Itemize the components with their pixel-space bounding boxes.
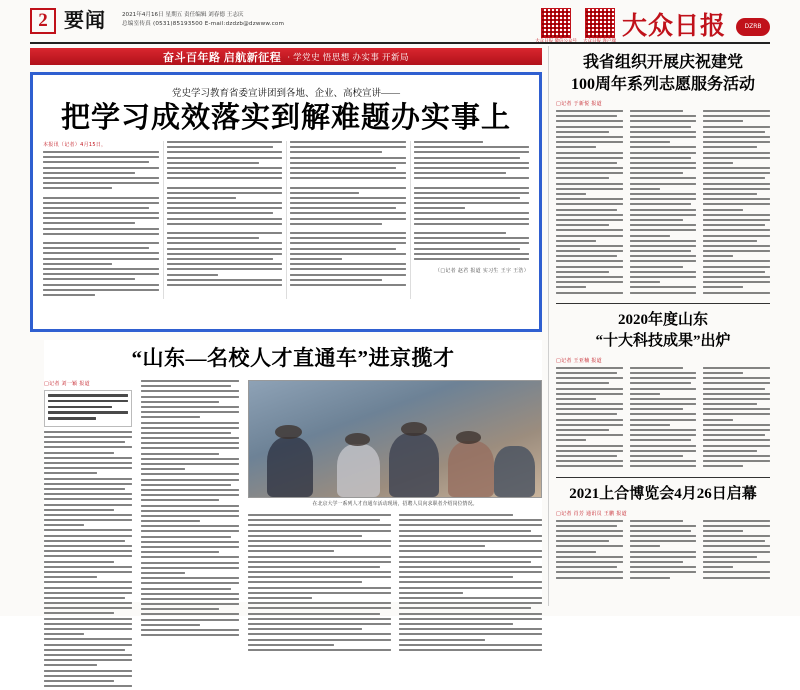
masthead (30, 8, 770, 44)
campaign-banner (30, 48, 542, 65)
masthead-right (535, 8, 770, 45)
right-story-3-byline: □记者 肖芳 通讯员 王鹏 报道 (556, 510, 627, 517)
right-story-3-columns (556, 520, 770, 582)
right-divider-1 (556, 303, 770, 304)
lead-byline: 本报讯（记者）4月15日， (43, 142, 107, 148)
page-number: 2 (30, 8, 56, 34)
right-story-3 (556, 484, 770, 582)
right-story-2-byline: □记者 王亚楠 报道 (556, 357, 602, 364)
right-story-1-headline-line1: 我省组织开展庆祝建党 (582, 54, 743, 71)
lead-kicker: 党史学习教育省委宣讲团到各地、企业、高校宣讲—— (171, 89, 400, 99)
body-text (703, 367, 770, 471)
qr-code-app (583, 8, 616, 45)
feature-photo-area (248, 380, 542, 690)
feature-photo-caption: 在北京大学一系列人才直通车活动现场，招聘人员向求职者介绍岗位情况。 (312, 501, 478, 507)
lead-end-note: （□记者 赵君 报道 实习生 王宇 王浩） (435, 268, 529, 275)
lead-column-1 (43, 141, 159, 299)
lead-column-2 (167, 141, 283, 299)
body-text (556, 520, 623, 582)
feature-column-1 (44, 380, 132, 690)
right-divider-2 (556, 477, 770, 478)
body-text (630, 520, 697, 582)
body-text (43, 151, 159, 296)
masthead-contact: 总编室传真 (0531)85193500 E-mail:dzdzb@dzwww.com (122, 21, 285, 27)
right-story-2-headline-line2: “十大科技成果”出炉 (595, 332, 731, 349)
feature-headline: “山东—名校人才直通车”进京揽才 (131, 346, 455, 370)
feature-story (44, 340, 542, 602)
body-text (630, 110, 697, 297)
lead-story-highlight-box (30, 72, 542, 332)
body-text (703, 110, 770, 297)
feature-lead-box (44, 390, 132, 427)
masthead-date-editors: 2021年4月16日 星期五 责任编辑 刘春德 王志庆 (122, 12, 244, 18)
masthead-meta (122, 8, 284, 29)
body-text (167, 141, 283, 286)
right-story-1-byline: □记者 于新悦 报道 (556, 101, 602, 107)
body-text (630, 367, 697, 471)
qr-icon (585, 8, 615, 38)
masthead-divider (30, 42, 770, 44)
right-story-1-headline-line2: 100周年系列志愿服务活动 (570, 76, 755, 93)
qr-icon (541, 8, 571, 38)
banner-sub-text: · 学党史 悟思想 办实事 开新局 (287, 51, 410, 62)
lead-column-4 (414, 141, 530, 299)
body-text (44, 431, 132, 687)
right-story-3-headline: 2021上合博览会4月26日启幕 (569, 485, 757, 502)
body-text (556, 110, 623, 297)
body-text (290, 141, 406, 286)
body-text (703, 520, 770, 582)
qr-code-wechat (535, 8, 577, 45)
lead-column-3 (290, 141, 406, 299)
right-story-2-headline-line1: 2020年度山东 (617, 311, 708, 328)
feature-lead-text (48, 394, 128, 420)
paper-logo: 大众日报 (621, 12, 726, 40)
feature-byline: □记者 刘一颖 报道 (44, 381, 90, 387)
banner-main-text: 奋斗百年路 启航新征程 (162, 51, 282, 64)
feature-body (44, 380, 542, 690)
right-story-1 (556, 52, 770, 297)
feature-column-2 (141, 380, 239, 690)
section-title: 要闻 (64, 10, 106, 32)
body-text (414, 141, 530, 267)
body-text (248, 514, 391, 654)
feature-lower-columns (248, 514, 542, 654)
right-column (556, 48, 770, 582)
lead-body-columns (41, 141, 531, 299)
body-text (141, 380, 239, 636)
body-text (399, 514, 542, 654)
body-text (556, 367, 623, 471)
right-story-2 (556, 310, 770, 471)
feature-photo (248, 380, 542, 498)
lead-headline: 把学习成效落实到解难题办实事上 (60, 102, 511, 134)
column-divider (548, 46, 549, 606)
right-story-1-columns (556, 110, 770, 297)
right-story-2-columns (556, 367, 770, 471)
paper-badge: DZRB (736, 18, 770, 36)
